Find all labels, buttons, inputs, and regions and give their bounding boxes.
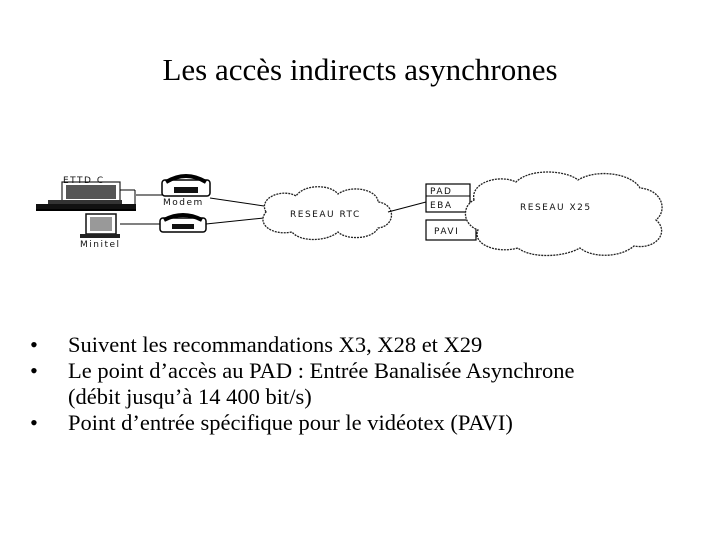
label-minitel: Minitel [80,240,121,250]
bullet-text-continuation: (débit jusqu’à 14 400 bit/s) [68,384,312,409]
bullet-text: • Le point d’accès au PAD : Entrée Banalisée Asynchrone [68,358,575,383]
label-ettd: ETTD C [63,176,105,186]
link-modem-rtc [210,198,264,206]
label-eba: EBA [430,201,453,211]
label-pavi: PAVI [434,227,460,237]
minitel-icon [80,214,120,238]
bullet-text: • Point d’entrée spécifique pour le vidéotex (PAVI) [68,410,513,435]
bullet-item [30,410,720,436]
network-diagram-svg [0,160,720,265]
link-rtc-pad [388,202,426,212]
bullet-item [30,358,720,410]
bullet-list [30,332,720,436]
label-modem: Modem [163,198,204,208]
telephone-icon [160,215,206,232]
computer-icon [36,182,136,210]
label-rtc: RESEAU RTC [290,210,361,220]
network-diagram [0,160,720,265]
label-x25: RESEAU X25 [520,203,592,213]
link-phone-rtc [206,218,264,224]
x25-cloud [465,172,662,256]
slide-title: Les accès indirects asynchrones [162,52,558,87]
bullet-item [30,332,720,358]
label-pad: PAD [430,187,453,197]
bullet-text: • Suivent les recommandations X3, X28 et X29 [68,332,483,357]
telephone-icon [162,176,210,196]
